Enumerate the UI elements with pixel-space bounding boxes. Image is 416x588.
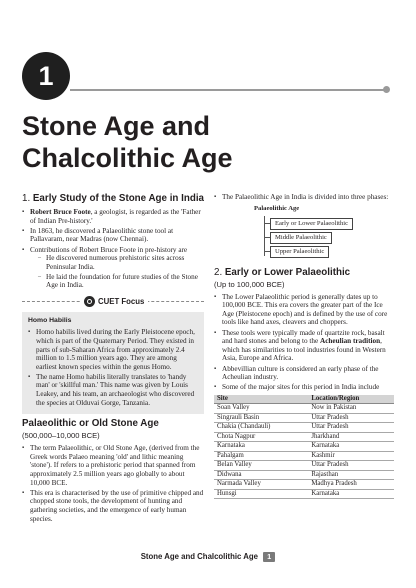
site-cell: Pahalgam bbox=[214, 451, 308, 461]
list-item bbox=[22, 208, 204, 225]
palaeolithic-phases-diagram bbox=[254, 205, 394, 261]
chapter-title-line1: Stone Age and bbox=[22, 111, 211, 141]
chapter-rule bbox=[70, 89, 386, 91]
table-row bbox=[214, 470, 394, 480]
location-cell: Now in Pakistan bbox=[308, 404, 394, 414]
list-item: ▪ Some of the major sites for this period in India include bbox=[214, 383, 394, 392]
list-item-text: These tools were typically made of quartzite rock, basalt and hard stones and belong to the bbox=[222, 328, 385, 346]
page-number: 1 bbox=[263, 552, 275, 562]
acheulian-term: Acheulian tradition bbox=[320, 337, 381, 346]
site-cell: Hunsgi bbox=[214, 489, 308, 499]
page-footer bbox=[0, 551, 416, 563]
cuet-focus-label bbox=[80, 295, 148, 308]
section1-number: 1. bbox=[22, 193, 31, 204]
location-cell: Uttar Pradesh bbox=[308, 423, 394, 433]
cuet-focus-box bbox=[22, 295, 204, 415]
table-row bbox=[214, 423, 394, 433]
phase-box-upper: Upper Palaeolithic bbox=[270, 246, 329, 258]
palaeolithic-list bbox=[22, 444, 204, 523]
chapter-number-badge: 1 bbox=[22, 52, 70, 100]
list-item bbox=[214, 329, 394, 363]
list-item: ▪ Abbevillian culture is considered an early phase of the Acheulian industry. bbox=[214, 365, 394, 382]
phase-box-lower: Early or Lower Palaeolithic bbox=[270, 218, 353, 230]
sites-table-body bbox=[214, 404, 394, 499]
location-cell: Jharkhand bbox=[308, 432, 394, 442]
list-item: ▪ The Lower Palaeolithic period is generally dates up to 100,000 BCE. This era covers the greater part of the Ice Age (Pleistocene epoch) and is defined by the use of core tools like hand axes, cleavers and choppers. bbox=[214, 293, 394, 327]
table-row bbox=[214, 404, 394, 414]
table-row bbox=[214, 489, 394, 499]
location-cell: Karnataka bbox=[308, 442, 394, 452]
section1-list bbox=[22, 208, 204, 290]
target-icon bbox=[84, 296, 95, 307]
right-column bbox=[214, 193, 394, 499]
list-item bbox=[22, 246, 204, 290]
table-row bbox=[214, 451, 394, 461]
running-title: Stone Age and Chalcolithic Age bbox=[140, 552, 258, 561]
chapter-title bbox=[22, 110, 233, 174]
phases-intro-list bbox=[214, 193, 394, 202]
location-cell: Madhya Pradesh bbox=[308, 480, 394, 490]
location-cell: Rajasthan bbox=[308, 470, 394, 480]
list-item-text: Contributions of Robert Bruce Foote in pre-history are bbox=[30, 245, 188, 254]
section1-title: Early Study of the Stone Age in India bbox=[30, 193, 204, 204]
sub-list-item: – He discovered numerous prehistoric sites across Peninsular India. bbox=[30, 254, 204, 271]
chapter-rule-dot bbox=[383, 86, 390, 93]
sub-list-item: – He laid the foundation for future studies of the Stone Age in India. bbox=[30, 273, 204, 290]
sites-table bbox=[214, 395, 394, 500]
left-column bbox=[22, 193, 204, 525]
location-cell: Uttar Pradesh bbox=[308, 461, 394, 471]
diagram-connector bbox=[264, 216, 265, 256]
list-item: ▪ In 1863, he discovered a Palaeolithic stone tool at Pallavaram, near Madras (now Chennai). bbox=[22, 227, 204, 244]
site-cell: Narmada Valley bbox=[214, 480, 308, 490]
table-row bbox=[214, 461, 394, 471]
table-row bbox=[214, 432, 394, 442]
list-item-text: , which has similarities to tool industries found in Western Asia, Europe and Africa. bbox=[222, 337, 386, 363]
cuet-focus-header bbox=[22, 295, 204, 309]
section2-title: Early or Lower Palaeolithic bbox=[222, 266, 351, 278]
site-cell: Soan Valley bbox=[214, 404, 308, 414]
palaeolithic-heading: Palaeolithic or Old Stone Age bbox=[22, 418, 159, 430]
list-item-text: , a geologist, is regarded as the 'Father of Indian Pre-history.' bbox=[30, 208, 201, 225]
location-cell: Kashmir bbox=[308, 451, 394, 461]
chapter-title-line2: Chalcolithic Age bbox=[22, 143, 233, 173]
palaeolithic-dates: (500,000–10,000 BCE) bbox=[22, 431, 100, 441]
site-cell: Belan Valley bbox=[214, 461, 308, 471]
list-item: ▪ The name Homo habilis literally translates to 'handy man' or 'skillful man.' This name was given by Louis Leakey, and his team, an archaeologist who discovered the species at Olduvai Gorge, Tanzania. bbox=[28, 373, 198, 407]
location-cell: Karnataka bbox=[308, 489, 394, 499]
table-header-site: Site bbox=[214, 395, 308, 404]
site-cell: Chakia (Chandauli) bbox=[214, 423, 308, 433]
foote-name: Robert Bruce Foote bbox=[30, 208, 91, 216]
table-row bbox=[214, 413, 394, 423]
sub-list bbox=[30, 254, 204, 290]
cuet-list bbox=[28, 328, 198, 407]
site-cell: Karnataka bbox=[214, 442, 308, 452]
list-item: ▪ The Palaeolithic Age in India is divided into three phases: bbox=[214, 193, 394, 202]
section1-heading bbox=[22, 193, 204, 205]
location-cell: Uttar Pradesh bbox=[308, 413, 394, 423]
phase-box-middle: Middle Palaeolithic bbox=[270, 232, 332, 244]
list-item: ▪ This era is characterised by the use of primitive chipped and chopped stone tools, the development of hunting and gathering societies, and the emergence of early human species. bbox=[22, 489, 204, 523]
site-cell: Didwana bbox=[214, 470, 308, 480]
site-cell: Chota Nagpur bbox=[214, 432, 308, 442]
section2-heading bbox=[214, 267, 394, 279]
cuet-focus-title: Homo Habilis bbox=[28, 316, 72, 324]
table-header-row bbox=[214, 395, 394, 404]
table-header-location: Location/Region bbox=[308, 395, 394, 404]
list-item: ▪ Homo habilis lived during the Early Pleistocene epoch, which is part of the Quaternary Period. They existed in parts of sub-Saharan Africa from approximately 2.4 million to 1.5 million years ago. They are among earliest known species within the genus Homo. bbox=[28, 328, 198, 371]
section2-number: 2. bbox=[214, 266, 223, 278]
site-cell: Singrauli Basin bbox=[214, 413, 308, 423]
cuet-focus-text: CUET Focus bbox=[98, 296, 145, 306]
diagram-root: Palaeolithic Age bbox=[254, 204, 300, 212]
table-row bbox=[214, 480, 394, 490]
section2-list bbox=[214, 293, 394, 392]
list-item: ▪ The term Palaeolithic, or Old Stone Age, (derived from the Greek words Palaeo meaning 'old' and lithic meaning 'stone'). If refers to a prehistoric period that spanned from approximately 2.5 million years ago globally to about 10,000 BCE. bbox=[22, 444, 204, 487]
table-row bbox=[214, 442, 394, 452]
cuet-focus-body bbox=[22, 312, 204, 415]
section2-dates: (Up to 100,000 BCE) bbox=[214, 279, 285, 289]
